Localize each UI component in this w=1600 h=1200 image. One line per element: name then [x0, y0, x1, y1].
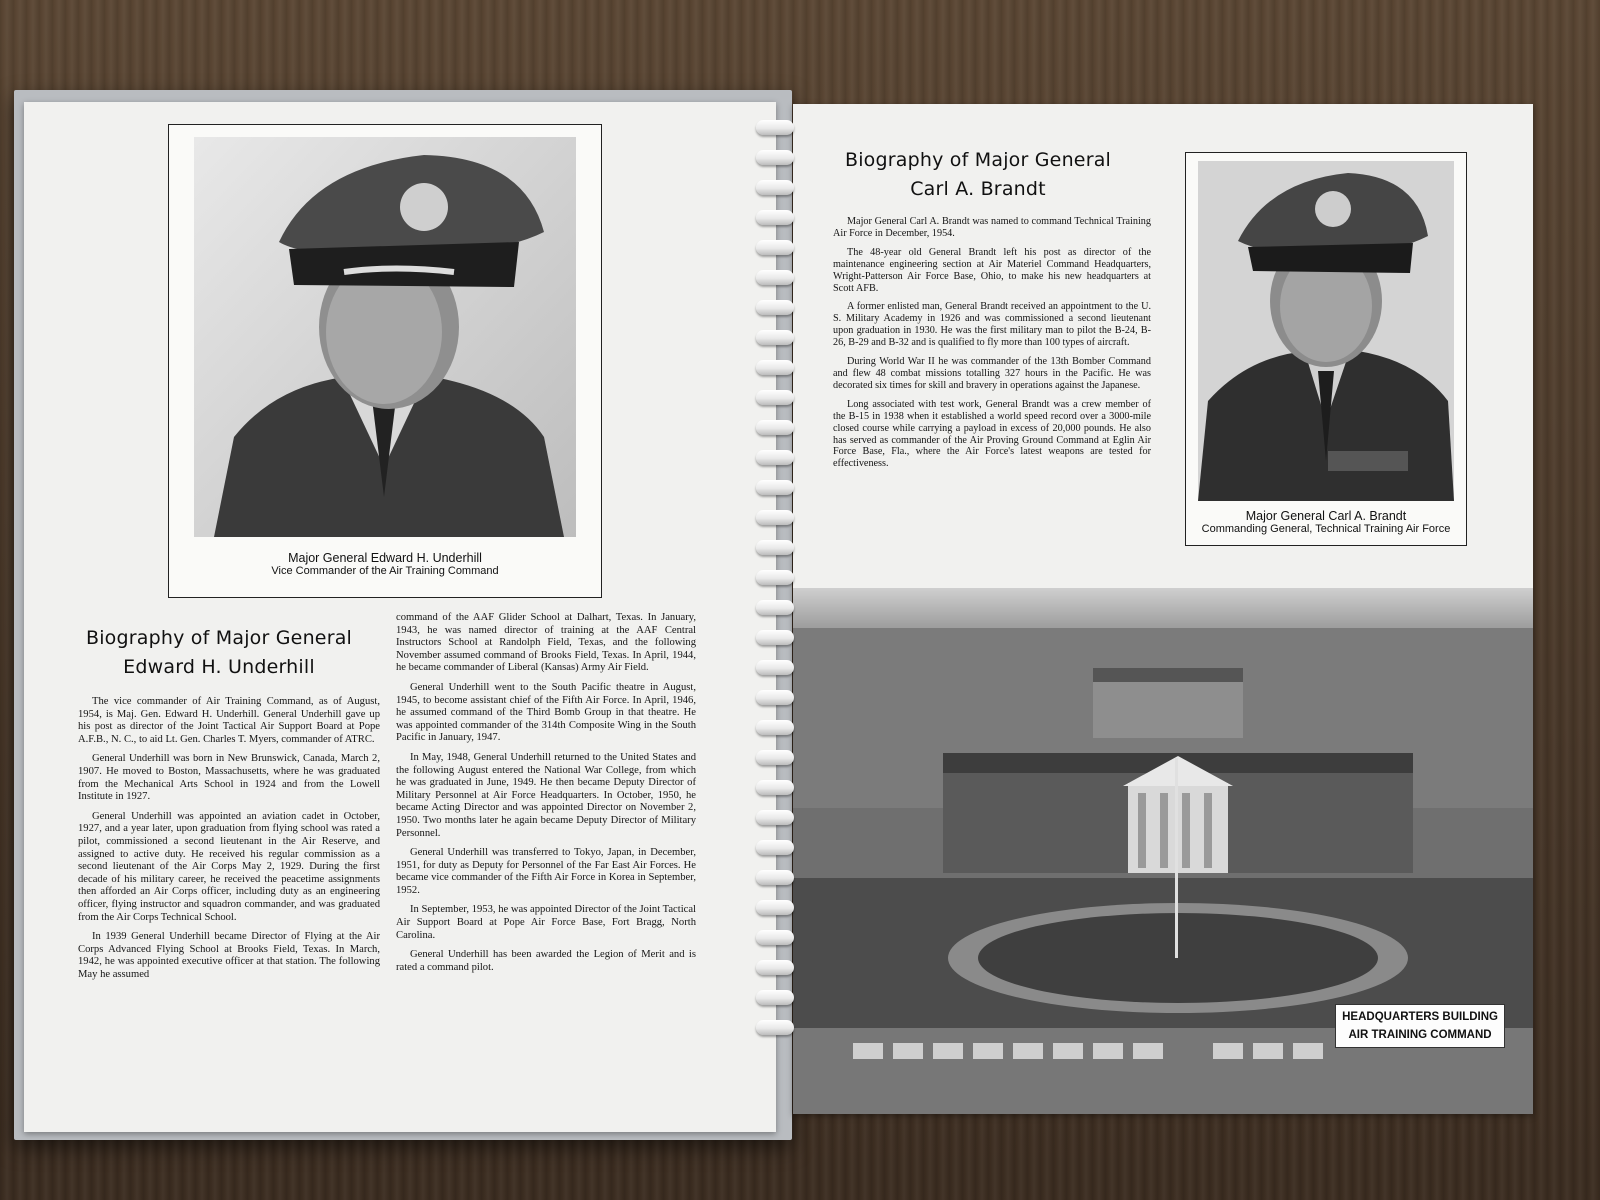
binding-coil — [756, 720, 794, 735]
binding-coil — [756, 900, 794, 915]
binding-coil — [756, 480, 794, 495]
bio-paragraph: General Underhill was born in New Brunswick, Canada, March 2, 1907. He moved to Boston, Massachusetts, where he was graduated from the Mechanical Arts School in 1924 and from the Lowell Institute in 1927. — [78, 753, 380, 803]
underhill-bio-column-1 — [78, 696, 380, 988]
binding-coil — [756, 270, 794, 285]
binding-coil — [756, 630, 794, 645]
bio-title-line2: Edward H. Underhill — [123, 656, 315, 678]
binding-coil — [756, 660, 794, 675]
bio-paragraph: The 48-year old General Brandt left his post as director of the maintenance engineering section at Air Materiel Command Headquarters, Wright-Patterson Air Force Base, Ohio, to make his new headquarters at Scott AFB. — [833, 246, 1151, 294]
binding-coil — [756, 990, 794, 1005]
bio-paragraph: A former enlisted man, General Brandt received an appointment to the U. S. Military Academy in 1926 and was commissioned a second lieutenant upon graduation in 1930. He was the first military man to pilot the B-24, B-26, B-29 and B-32 and is qualified to fly more than 100 types of aircraft. — [833, 301, 1151, 349]
caption-title: Vice Commander of the Air Training Command — [271, 565, 499, 577]
binding-coil — [756, 330, 794, 345]
brandt-bio-title — [813, 146, 1143, 204]
underhill-portrait-frame — [168, 124, 602, 598]
binding-coil — [756, 360, 794, 375]
headquarters-building-photo — [793, 588, 1533, 1114]
underhill-portrait-photo — [194, 137, 576, 537]
binding-coil — [756, 600, 794, 615]
brandt-portrait-caption — [1186, 509, 1466, 535]
left-page — [24, 102, 776, 1132]
binding-coil — [756, 750, 794, 765]
right-page — [793, 104, 1533, 1114]
label-line2: AIR TRAINING COMMAND — [1348, 1029, 1492, 1041]
bio-paragraph: During World War II he was commander of the 13th Bomber Command and flew 48 combat missions totalling 327 hours in the Pacific. He was decorated six times for skill and bravery in operations against the Japanese. — [833, 356, 1151, 391]
bio-paragraph: command of the AAF Glider School at Dalhart, Texas. In January, 1943, he was named director of training at the AAF Central Instructors School at Randolph Field, Texas, and the following November assumed command of Brooks Field, Texas. In April, 1944, he became commander of Liberal (Kansas) Army Air Field. — [396, 612, 696, 674]
binding-coil — [756, 840, 794, 855]
caption-name: Major General Carl A. Brandt — [1245, 509, 1407, 523]
binding-coil — [756, 240, 794, 255]
binding-coil — [756, 810, 794, 825]
binding-coil — [756, 930, 794, 945]
label-line1: HEADQUARTERS BUILDING — [1342, 1011, 1498, 1023]
headquarters-photo-label — [1335, 1004, 1505, 1048]
bio-paragraph: General Underhill has been awarded the Legion of Merit and is rated a command pilot. — [396, 949, 696, 973]
bio-paragraph: General Underhill was appointed an aviation cadet in October, 1927, and a year later, upon graduation from flying school was rated a pilot, commissioned a second lieutenant in the Air Reserve, and assigned to active duty. He received his regular commission as a second lieutenant of the Air Corps May 2, 1929. During the first decade of his military career, he received the peacetime assignments then afforded an Air Corps officer, including duty as an engineering officer, flying instructor and squadron commander, and was graduated from the Air Corps Technical School. — [78, 810, 380, 923]
binding-coil — [756, 450, 794, 465]
binding-coil — [756, 300, 794, 315]
binding-coil — [756, 510, 794, 525]
binding-coil — [756, 180, 794, 195]
binding-coil — [756, 420, 794, 435]
bio-paragraph: In May, 1948, General Underhill returned to the United States and the following August entered the National War College, from which he was graduated in June, 1949. He then became Deputy Director of Military Personnel at Air Force Headquarters. In October, 1950, he became Acting Director and was appointed Director on November 2, 1950. Two months later he again became Deputy Director of Military Personnel. — [396, 751, 696, 839]
underhill-portrait-caption — [169, 551, 601, 577]
binding-coil — [756, 690, 794, 705]
binding-coil — [756, 210, 794, 225]
bio-paragraph: Long associated with test work, General Brandt was a crew member of the B-15 in 1938 when it established a world speed record over a 3000-mile closed course while carrying a payload in excess of 20,000 pounds. He also has served as commander of the Air Proving Ground Command at Eglin Air Force Base, Fla., where the Air Force's latest weapons are tested for effectiveness. — [833, 398, 1151, 470]
binding-coil — [756, 570, 794, 585]
bio-paragraph: In 1939 General Underhill became Director of Flying at the Air Corps Advanced Flying School at Brooks Field, Texas. In March, 1942, he was appointed executive officer at that station. The following May he assumed — [78, 931, 380, 980]
bio-title-line1: Biography of Major General — [85, 627, 353, 649]
binding-coil — [756, 540, 794, 555]
bio-paragraph: The vice commander of Air Training Command, as of August, 1954, is Maj. Gen. Edward H. Underhill. General Underhill gave up his post as director of the Joint Tactical Air Support Board at Pope A.F.B., N. C., to aid Lt. Gen. Charles T. Myers, commander of ATRC. — [78, 696, 380, 745]
bio-title-line2: Carl A. Brandt — [910, 178, 1046, 200]
bio-paragraph: General Underhill was transferred to Tokyo, Japan, in December, 1951, for duty as Deputy for Personnel of the Far East Air Forces. He became vice commander of the Fifth Air Force in Korea in September, 1952. — [396, 847, 696, 896]
caption-name: Major General Edward H. Underhill — [288, 551, 482, 565]
spiral-binding — [756, 120, 800, 1060]
binding-coil — [756, 870, 794, 885]
brandt-portrait-photo — [1198, 161, 1454, 501]
bio-paragraph: General Underhill went to the South Pacific theatre in August, 1945, to become assistant chief of the Fifth Air Force. In April, 1946, he assumed command of the Third Bomb Group in that theatre. He was appointed commander of the 314th Composite Wing in the South Pacific in January, 1947. — [396, 681, 696, 744]
binding-coil — [756, 390, 794, 405]
binding-coil — [756, 960, 794, 975]
binding-coil — [756, 150, 794, 165]
binding-coil — [756, 120, 794, 135]
bio-paragraph: Major General Carl A. Brandt was named to command Technical Training Air Force in December, 1954. — [833, 216, 1151, 239]
binding-coil — [756, 1020, 794, 1035]
brandt-portrait-frame — [1185, 152, 1467, 546]
binding-coil — [756, 780, 794, 795]
bio-title-line1: Biography of Major General — [844, 149, 1112, 171]
brandt-bio-body — [833, 216, 1151, 477]
underhill-bio-title — [64, 624, 374, 682]
bio-paragraph: In September, 1953, he was appointed Director of the Joint Tactical Air Support Board at Pope Air Force Base, Fort Bragg, North Carolina. — [396, 904, 696, 941]
underhill-bio-column-2 — [396, 612, 696, 981]
caption-title: Commanding General, Technical Training Air Force — [1201, 523, 1451, 535]
